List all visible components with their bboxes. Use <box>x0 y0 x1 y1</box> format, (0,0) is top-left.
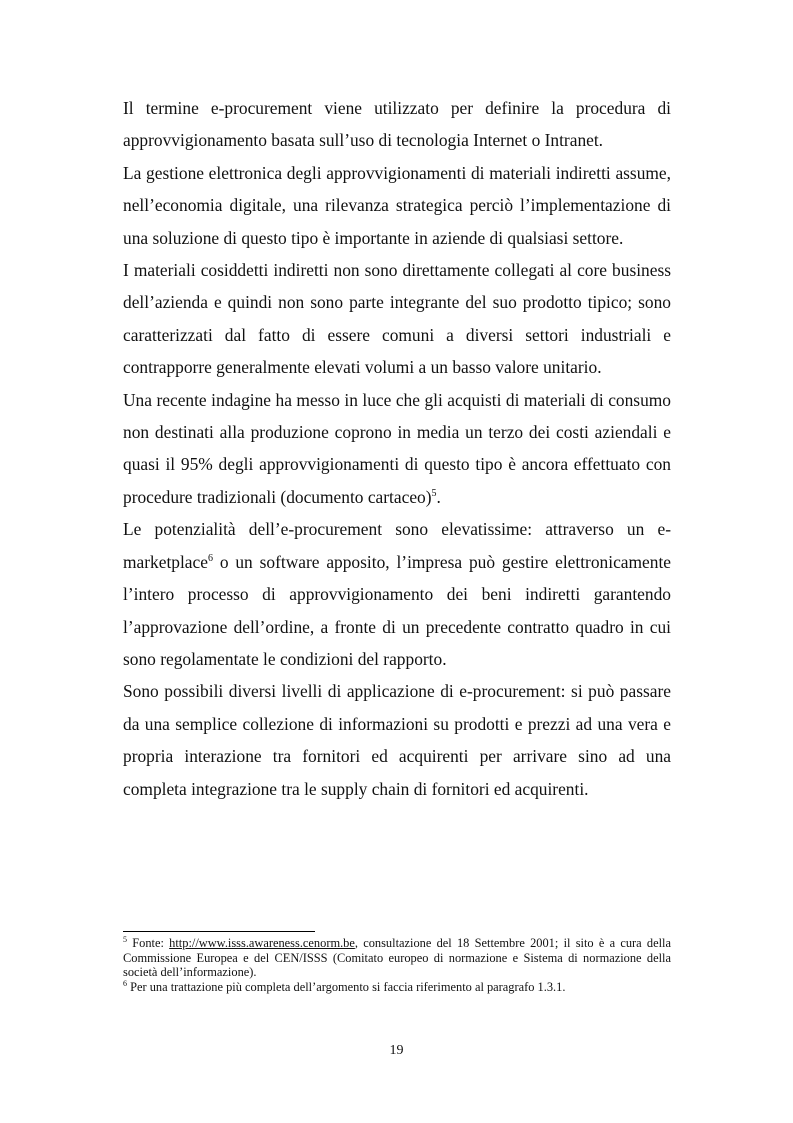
page-number: 19 <box>389 1043 404 1058</box>
footnote-separator <box>123 931 315 932</box>
footnote-5-prefix: Fonte: <box>127 936 170 950</box>
footnotes <box>123 936 671 994</box>
footnote-5-text: , consultazione del 18 Settembre 2001; il sito è a cura della Commissione Europea e del CEN/ISSS (Comitato europeo di normazione e Sistema di normazione della società dell’informazione). <box>123 936 671 980</box>
paragraph-5-text-b: o un software apposito, l’impresa può gestire elettronicamente l’intero processo di approvvigionamento dei beni indiretti garantendo l’approvazione dell’ordine, a fronte di un precedente contratto quadro in cui sono regolamentate le condizioni del rapporto. <box>123 551 671 669</box>
paragraph-4 <box>123 384 671 514</box>
main-text <box>123 92 671 805</box>
footnote-ref-6[interactable]: 6 <box>207 552 213 564</box>
footnote-5 <box>123 936 671 980</box>
paragraph-2: La gestione elettronica degli approvvigionamenti di materiali indiretti assume, nell’economia digitale, una rilevanza strategica perciò l’implementazione di una soluzione di questo tipo è importante in aziende di qualsiasi settore. <box>123 162 671 248</box>
paragraph-1: Il termine e-procurement viene utilizzato per definire la procedura di approvvigionamento basata sull’uso di tecnologia Internet o Intranet. <box>123 98 671 151</box>
paragraph-4-text: Una recente indagine ha messo in luce che gli acquisti di materiali di consumo non destinati alla produzione coprono in media un terzo dei costi aziendali e quasi il 95% degli approvvigionamenti di questo tipo è ancora effettuato con procedure tradizionali (documento cartaceo) <box>123 389 671 507</box>
paragraph-6: Sono possibili diversi livelli di applicazione di e-procurement: si può passare da una semplice collezione di informazioni su prodotti e prezzi ad una vera e propria interazione tra fornitori ed acquirenti per arrivare sino ad una completa integrazione tra le supply chain di fornitori ed acquirenti. <box>123 681 671 799</box>
paragraph-5-text-a: Le potenzialità dell’e-procurement sono elevatissime: attraverso un e-marketplace <box>123 519 671 572</box>
footnote-5-number: 5 <box>123 935 127 944</box>
footnote-6-text: Per una trattazione più completa dell’argomento si faccia riferimento al paragrafo 1.3.1. <box>127 979 566 994</box>
paragraph-5 <box>123 513 671 675</box>
paragraph-4-end: . <box>436 486 441 507</box>
footnote-6-number: 6 <box>123 978 127 988</box>
footnote-6 <box>123 980 671 995</box>
footnote-5-link[interactable]: http://www.isss.awareness.cenorm.be <box>169 936 355 950</box>
paragraph-3: I materiali cosiddetti indiretti non sono direttamente collegati al core business dell’azienda e quindi non sono parte integrante del suo prodotto tipico; sono caratterizzati dal fatto di essere comuni a diversi settori industriali e contrapporre generalmente elevati volumi a un basso valore unitario. <box>123 260 671 378</box>
footnote-ref-5[interactable]: 5 <box>431 487 437 499</box>
